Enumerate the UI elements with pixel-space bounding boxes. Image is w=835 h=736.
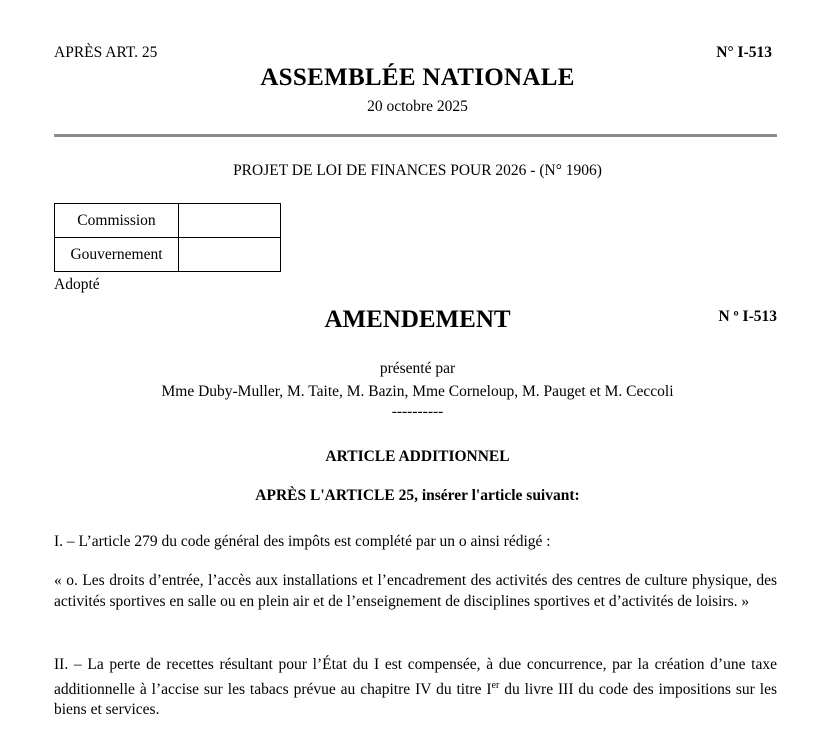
outcome-status: Adopté <box>54 276 100 293</box>
paragraph-3 <box>54 655 777 721</box>
paragraph-2: « o. Les droits d’entrée, l’accès aux installations et l’encadrement des activités des centres de culture physique, des activités sportives en salle ou en plein air et de l’enseignement de disciplines sportives et d’activités de loisirs. » <box>54 572 777 610</box>
presented-by: présenté par <box>379 360 456 377</box>
paragraph-3-text-end: du livre III du code des impositions sur les biens et services. <box>54 680 777 719</box>
paragraph-1: I. – L’article 279 du code général des impôts est complété par un o ainsi rédigé : <box>54 533 551 550</box>
article-heading: ARTICLE ADDITIONNEL <box>325 448 510 465</box>
status-label-commission: Commission <box>55 204 179 238</box>
table-row <box>55 204 281 238</box>
amendment-number: N º I-513 <box>718 308 777 325</box>
amendment-title: AMENDEMENT <box>324 306 511 333</box>
status-label-gouvernement: Gouvernement <box>55 238 179 272</box>
document-date: 20 octobre 2025 <box>367 98 468 115</box>
paragraph-3-text: II. – La perte de recettes résultant pour l’État du I est compensée, à due concurrence, par la création d’une taxe additionnelle à l’accise sur les tabacs prévue au chapitre IV du titre I <box>54 656 777 698</box>
status-table <box>54 203 281 272</box>
institution-title: ASSEMBLÉE NATIONALE <box>260 64 575 91</box>
separator: ---------- <box>391 403 444 420</box>
bill-title: PROJET DE LOI DE FINANCES POUR 2026 - (N° 1906) <box>233 162 602 179</box>
amendment-number-header: N° I-513 <box>716 44 772 61</box>
table-row <box>55 238 281 272</box>
status-value-commission <box>179 204 281 238</box>
status-value-gouvernement <box>179 238 281 272</box>
authors: Mme Duby-Muller, M. Taite, M. Bazin, Mme Corneloup, M. Pauget et M. Ceccoli <box>161 383 674 400</box>
article-instruction: APRÈS L'ARTICLE 25, insérer l'article suivant: <box>255 487 580 504</box>
article-position: APRÈS ART. 25 <box>54 44 158 61</box>
header-divider <box>54 134 777 137</box>
superscript-er: er <box>491 679 500 691</box>
